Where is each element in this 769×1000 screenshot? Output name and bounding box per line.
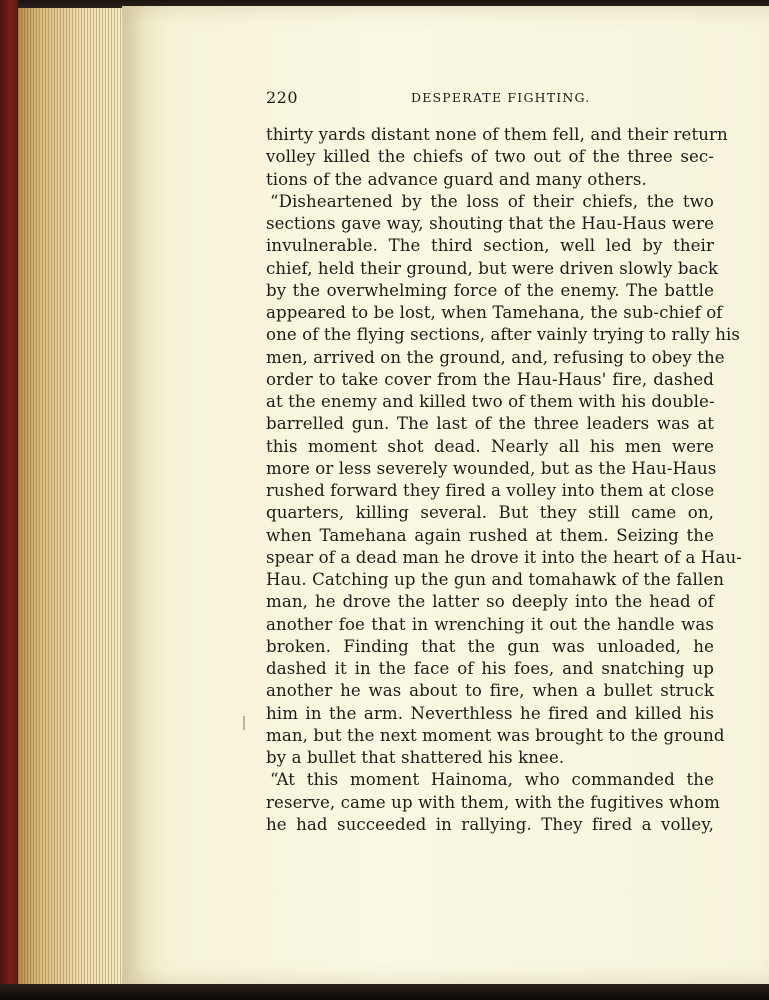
body-text	[266, 124, 742, 836]
page-stack-edges	[18, 8, 130, 986]
text-line: one of the flying sections, after vainly trying to rally his	[266, 325, 741, 345]
text-line: dashed it in the face of his foes, and snatching up	[266, 659, 714, 678]
running-head: DESPERATE FIGHTING.	[411, 90, 591, 105]
text-line: him in the arm. Neverthless he fired and killed his	[266, 703, 714, 723]
text-line: rushed forward they fired a volley into them at close	[266, 481, 715, 500]
text-line: tions of the advance guard and many others.	[266, 169, 647, 189]
text-line: barrelled gun. The last of the three leaders was at	[266, 414, 714, 434]
text-line: appeared to be lost, when Tamehana, the sub-chief of	[266, 303, 723, 322]
book-cover-edge	[0, 0, 18, 1000]
text-line: another he was about to fire, when a bullet struck	[266, 681, 714, 701]
page-margin-mark	[243, 716, 245, 730]
page-number: 220	[266, 88, 299, 107]
text-line: more or less severely wounded, but as the Hau-Haus	[266, 458, 717, 478]
text-line: thirty yards distant none of them fell, and their return	[266, 125, 728, 144]
text-line: sections gave way, shouting that the Hau-Haus were	[266, 214, 714, 233]
text-line: when Tamehana again rushed at them. Seizing the	[266, 525, 714, 545]
text-line: man, he drove the latter so deeply into the head of	[266, 592, 714, 612]
text-line: another foe that in wrenching it out the handle was	[266, 614, 714, 634]
text-line: men, arrived on the ground, and, refusing to obey the	[266, 347, 725, 367]
text-line: invulnerable. The third section, well led by their	[266, 236, 714, 256]
text-line: “Disheartened by the loss of their chiefs, the two	[270, 191, 714, 211]
page-header	[266, 88, 714, 112]
text-line: Hau. Catching up the gun and tomahawk of the fallen	[266, 570, 725, 589]
text-line: order to take cover from the Hau-Haus' fire, dashed	[266, 369, 714, 389]
scan-bottom-border	[0, 984, 769, 1000]
text-line: by the overwhelming force of the enemy. The battle	[266, 280, 714, 300]
text-line: this moment shot dead. Nearly all his men were	[266, 436, 714, 456]
text-line: “At this moment Hainoma, who commanded the	[270, 770, 714, 790]
text-line: spear of a dead man he drove it into the heart of a Hau-	[266, 547, 742, 567]
text-line: volley killed the chiefs of two out of the three sec-	[266, 147, 714, 167]
text-line: man, but the next moment was brought to the ground	[266, 725, 725, 745]
text-line: by a bullet that shattered his knee.	[266, 748, 565, 767]
text-line: at the enemy and killed two of them with his double-	[266, 392, 715, 411]
text-line: he had succeeded in rallying. They fired a volley,	[266, 814, 714, 834]
text-line: quarters, killing several. But they still came on,	[266, 503, 714, 523]
text-line: broken. Finding that the gun was unloaded, he	[266, 636, 714, 656]
text-line: reserve, came up with them, with the fugitives whom	[266, 792, 720, 812]
text-line: chief, held their ground, but were driven slowly back	[266, 258, 719, 278]
